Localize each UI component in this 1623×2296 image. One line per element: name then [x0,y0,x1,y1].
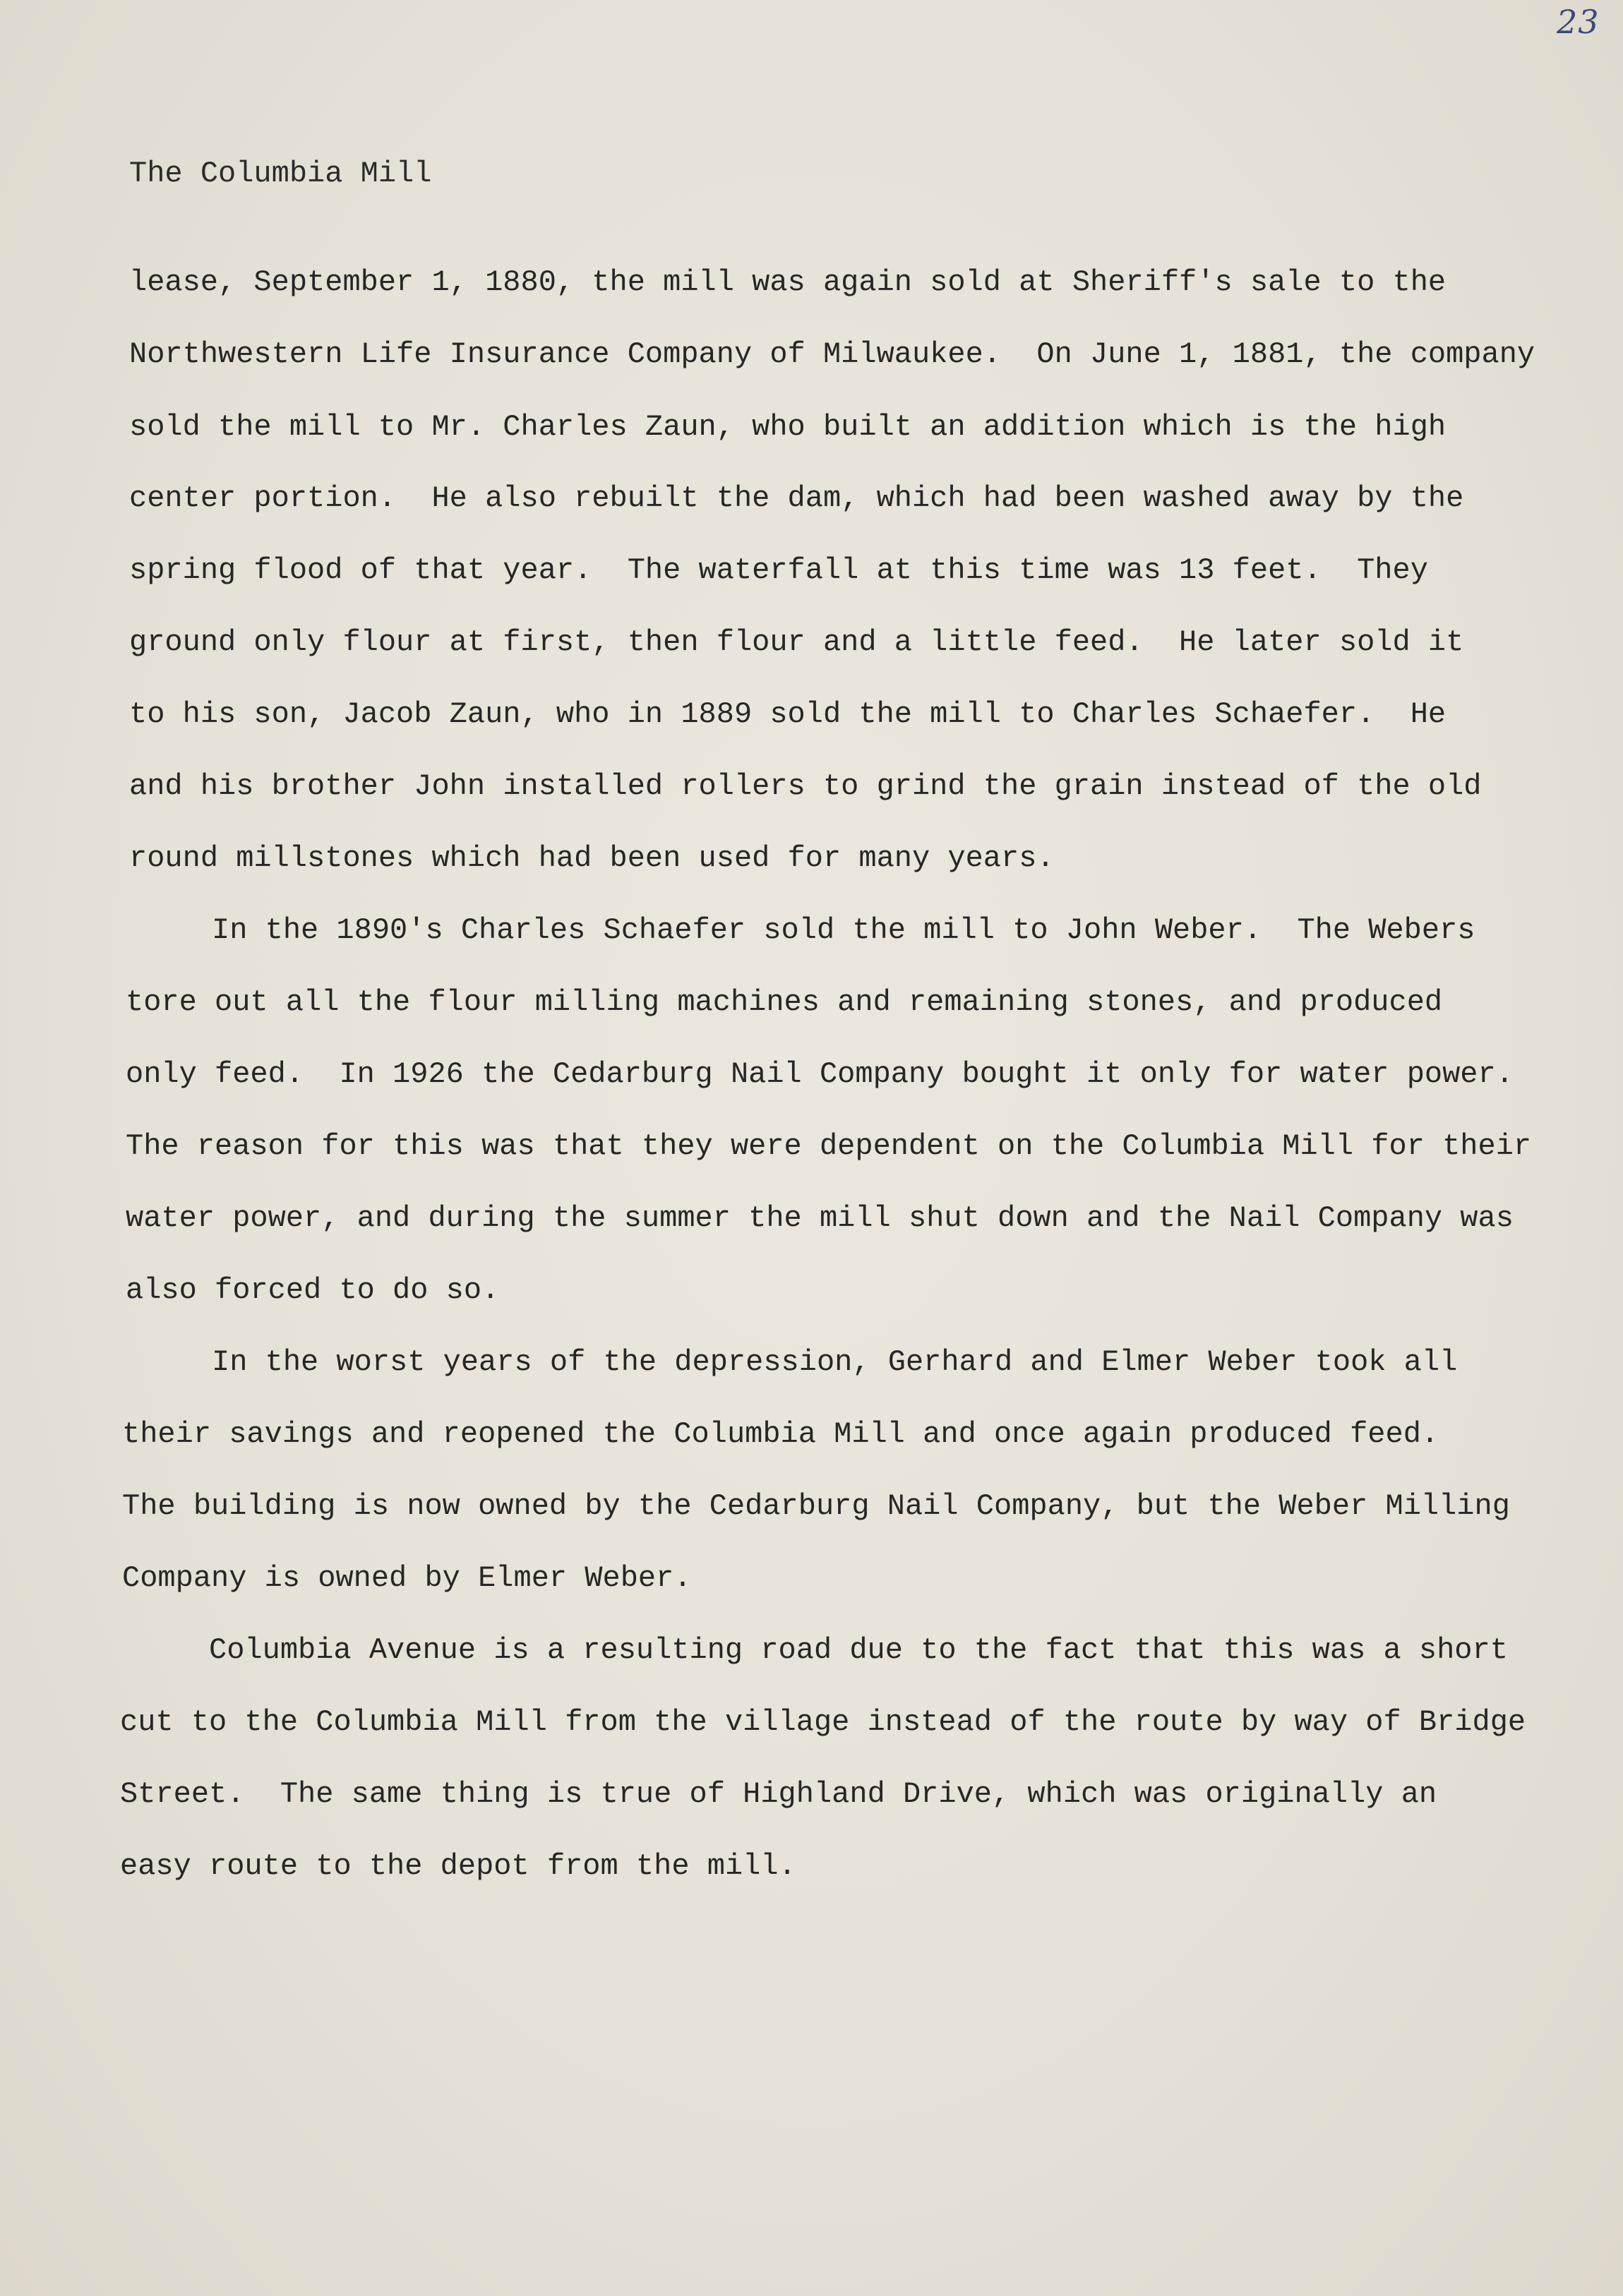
text-line: Company is owned by Elmer Weber. [122,1561,692,1595]
text-line: and his brother John installed rollers to grind the grain instead of the old [129,769,1482,803]
text-line: water power, and during the summer the mill shut down and the Nail Company was [126,1201,1514,1235]
text-line: Northwestern Life Insurance Company of Milwaukee. On June 1, 1881, the company [129,337,1535,371]
text-line: lease, September 1, 1880, the mill was again sold at Sheriff's sale to the [129,265,1447,299]
text-line: In the worst years of the depression, Gerhard and Elmer Weber took all [212,1345,1458,1379]
text-line: The building is now owned by the Cedarburg Nail Company, but the Weber Milling [122,1489,1510,1523]
text-line: their savings and reopened the Columbia Mill and once again produced feed. [122,1417,1439,1451]
text-line: only feed. In 1926 the Cedarburg Nail Company bought it only for water power. [126,1057,1514,1091]
page-number: 23 [1557,3,1600,41]
text-line: sold the mill to Mr. Charles Zaun, who built an addition which is the high [129,410,1447,444]
text-line: also forced to do so. [126,1273,500,1307]
text-line: Street. The same thing is true of Highland Drive, which was originally an [120,1777,1437,1811]
text-line: to his son, Jacob Zaun, who in 1889 sold the mill to Charles Schaefer. He [129,697,1447,731]
text-line: Columbia Avenue is a resulting road due to the fact that this was a short [209,1633,1508,1667]
text-line: round millstones which had been used for many years. [129,841,1055,875]
page-title: The Columbia Mill [129,157,432,191]
text-line: easy route to the depot from the mill. [120,1849,796,1883]
text-line: spring flood of that year. The waterfall at this time was 13 feet. They [129,553,1428,587]
text-line: In the 1890's Charles Schaefer sold the mill to John Weber. The Webers [212,913,1475,947]
text-line: ground only flour at first, then flour and a little feed. He later sold it [129,625,1464,659]
text-line: cut to the Columbia Mill from the village instead of the route by way of Bridge [120,1705,1526,1739]
text-line: center portion. He also rebuilt the dam, which had been washed away by the [129,481,1464,515]
text-line: The reason for this was that they were dependent on the Columbia Mill for their [126,1129,1532,1163]
text-line: tore out all the flour milling machines and remaining stones, and produced [126,985,1443,1019]
